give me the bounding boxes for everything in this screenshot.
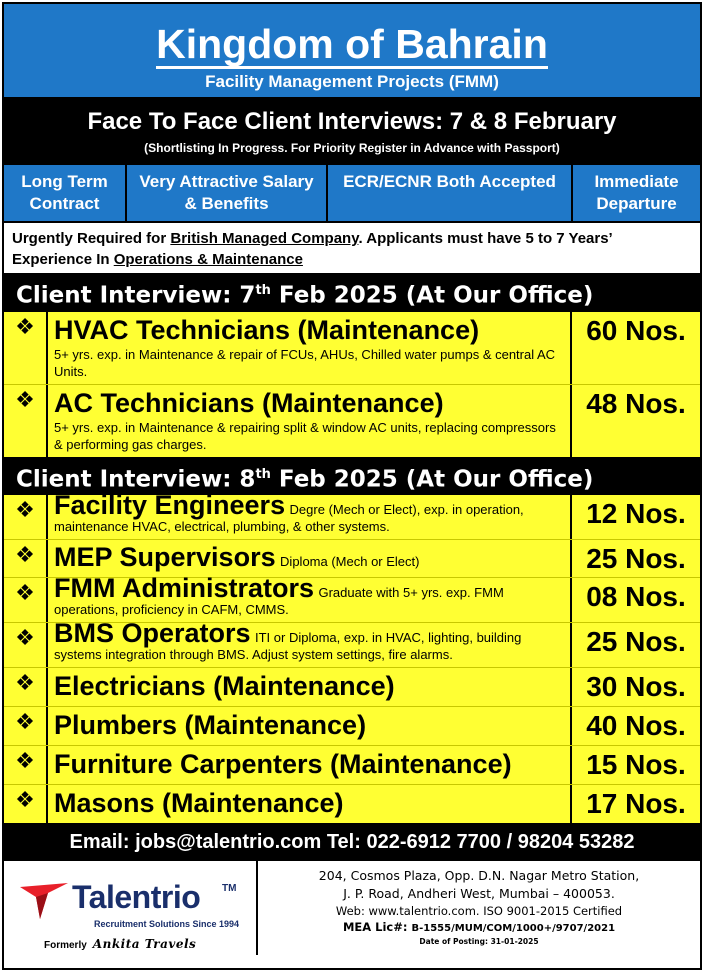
feature-ecr: ECR/ECNR Both Accepted (328, 165, 573, 221)
job-count: 12 Nos. (586, 498, 686, 530)
job-title: AC Technicians (Maintenance) (54, 387, 444, 418)
requirement-text: Urgently Required for (12, 230, 171, 247)
address-line: J. P. Road, Andheri West, Mumbai – 400053. (343, 886, 615, 902)
job-advertisement (2, 2, 702, 970)
section-heading-day2: Client Interview: 8th Feb 2025 (At Our Office) (4, 457, 700, 496)
page-title: Kingdom of Bahrain (156, 21, 548, 67)
former-brand-name: Ankita Travels (92, 937, 197, 952)
job-description: Graduate with 5+ yrs. exp. FMM operations, proficiency in CAFM, CMMS. (54, 585, 504, 618)
job-title: Plumbers (Maintenance) (54, 710, 367, 741)
job-title: FMM Administrators (54, 573, 315, 604)
license-line: MEA Lic#: B-1555/MUM/COM/1000+/9707/2021 (342, 920, 616, 935)
bullet-icon: ❖ (4, 385, 48, 457)
section-heading-day1: Client Interview: 7th Feb 2025 (At Our Office) (4, 275, 700, 312)
bullet-icon: ❖ (4, 578, 48, 622)
bullet-icon: ❖ (4, 312, 48, 384)
job-count: 25 Nos. (586, 626, 686, 658)
address-line: 204, Cosmos Plaza, Opp. D.N. Nagar Metro Station, (318, 868, 640, 884)
job-count: 60 Nos. (586, 314, 686, 346)
bullet-icon: ❖ (4, 540, 48, 577)
bullet-icon: ❖ (4, 495, 48, 539)
job-list-day2 (4, 490, 700, 823)
job-count: 25 Nos. (586, 543, 686, 575)
job-count: 40 Nos. (586, 710, 686, 742)
job-row (4, 490, 700, 540)
job-count: 30 Nos. (586, 671, 686, 703)
page-subtitle: Facility Management Projects (FMM) (205, 72, 499, 91)
job-count: 17 Nos. (586, 788, 686, 820)
contact-bar[interactable]: Email: jobs@talentrio.com Tel: 022-6912 7700 / 98204 53282 (4, 823, 700, 859)
job-title: Electricians (Maintenance) (54, 671, 395, 702)
job-description: Degre (Mech or Elect), exp. in operation, maintenance HVAC, electrical, plumbing, & other systems. (54, 502, 524, 535)
job-title: MEP Supervisors (54, 542, 276, 573)
bullet-icon: ❖ (4, 623, 48, 667)
features-bar (4, 163, 700, 223)
company-type: British Managed Company (170, 230, 359, 247)
header (4, 4, 700, 99)
footer (4, 859, 700, 955)
company-logo (4, 861, 258, 955)
feature-contract: Long Term Contract (4, 165, 127, 221)
job-row (4, 618, 700, 668)
job-row (4, 312, 700, 385)
job-row (4, 385, 700, 457)
job-count: 48 Nos. (586, 387, 686, 419)
requirement-note (4, 223, 700, 275)
trademark: TM (222, 883, 237, 895)
job-description: 5+ yrs. exp. in Maintenance & repair of FCUs, AHUs, Chilled water pumps & central AC Units. (54, 346, 556, 379)
job-row (4, 785, 700, 823)
job-description: 5+ yrs. exp. in Maintenance & repairing split & window AC units, replacing compressors & performing gas charges. (54, 419, 556, 452)
job-row (4, 746, 700, 785)
job-title: BMS Operators (54, 618, 251, 649)
job-count: 15 Nos. (586, 749, 686, 781)
job-row (4, 668, 700, 707)
job-row (4, 573, 700, 623)
interview-title: Face To Face Client Interviews: 7 & 8 February (87, 108, 617, 135)
feature-departure: Immediate Departure (594, 172, 679, 213)
brand-name: Talentrio (72, 879, 201, 916)
job-title: Furniture Carpenters (Maintenance) (54, 749, 512, 780)
company-address (258, 861, 700, 955)
job-row (4, 707, 700, 746)
brand-tagline: Recruitment Solutions Since 1994 (94, 919, 240, 930)
feature-salary: Very Attractive Salary & Benefits (127, 165, 328, 221)
bullet-icon: ❖ (4, 707, 48, 745)
job-title: HVAC Technicians (Maintenance) (54, 314, 480, 345)
job-description: Diploma (Mech or Elect) (280, 554, 420, 570)
bullet-icon: ❖ (4, 746, 48, 784)
interview-note: (Shortlisting In Progress. For Priority Register in Advance with Passport) (144, 141, 560, 155)
requirement-text-2: . Applicants must have 5 to 7 Years’ Experience In (12, 230, 612, 268)
formerly-note: Formerly Ankita Travels (44, 937, 197, 952)
website-line[interactable]: Web: www.talentrio.com. ISO 9001-2015 Certified (335, 904, 623, 919)
posting-date: Date of Posting: 31-01-2025 (419, 937, 539, 947)
job-title: Masons (Maintenance) (54, 788, 344, 819)
talentrio-logo-icon (18, 879, 70, 921)
job-list-day1 (4, 312, 700, 457)
experience-field: Operations & Maintenance (113, 251, 303, 268)
job-count: 08 Nos. (586, 581, 686, 613)
bullet-icon: ❖ (4, 668, 48, 706)
bullet-icon: ❖ (4, 785, 48, 823)
interview-banner (4, 99, 700, 163)
job-description: ITI or Diploma, exp. in HVAC, lighting, building systems integration through BMS. Adjust system settings, fire alarms. (54, 630, 522, 663)
job-title: Facility Engineers (54, 490, 286, 521)
